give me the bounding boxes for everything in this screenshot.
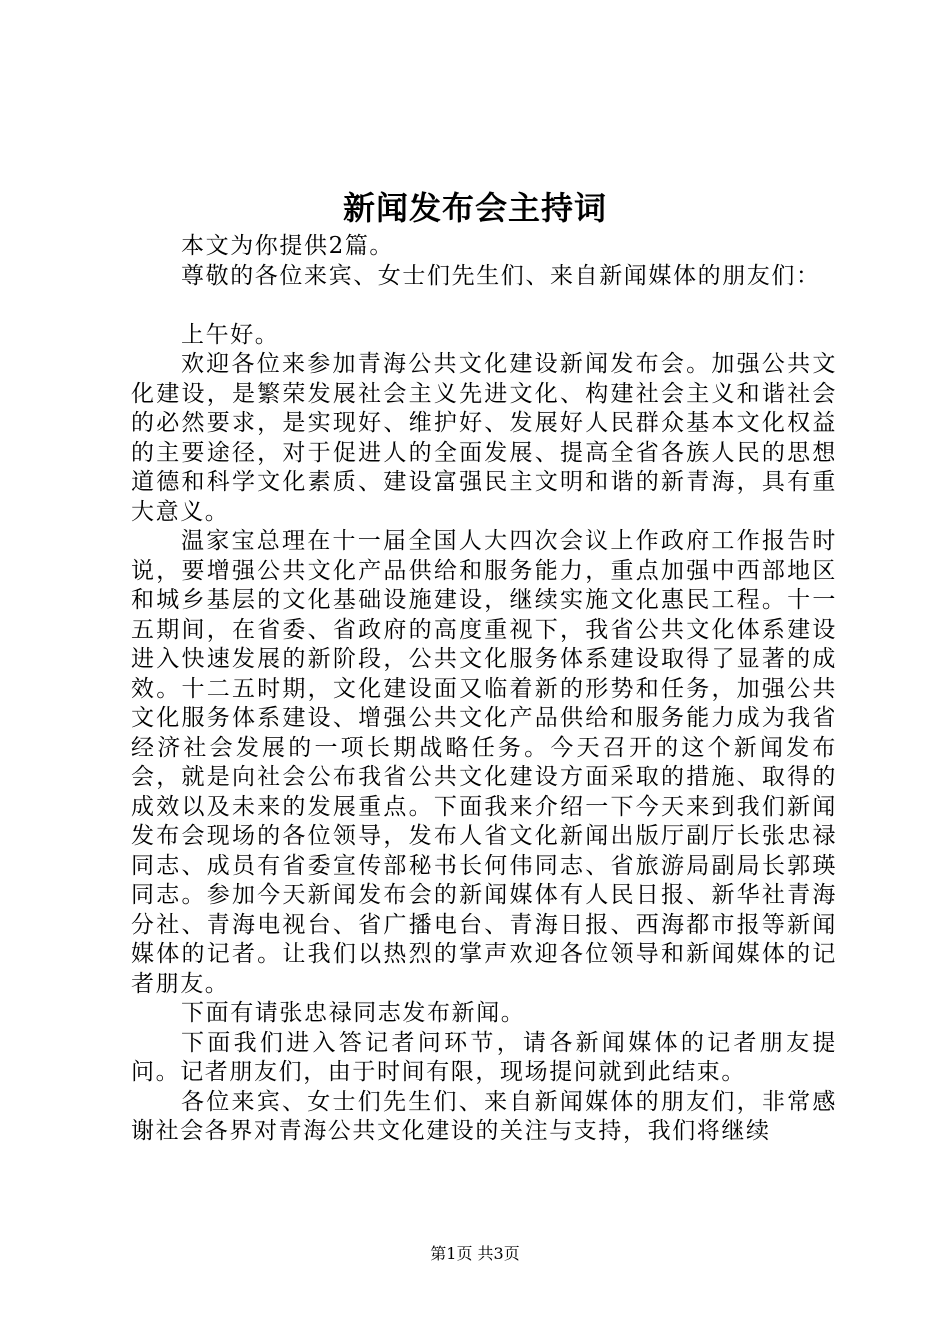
paragraph-qa: 下面我们进入答记者问环节，请各新闻媒体的记者朋友提问。记者朋友们，由于时间有限，现场提问就到此结束。 (131, 1029, 837, 1085)
paragraph-release: 下面有请张忠禄同志发布新闻。 (181, 1000, 526, 1026)
document-body (131, 232, 837, 1147)
paragraph-welcome: 欢迎各位来参加青海公共文化建设新闻发布会。加强公共文化建设，是繁荣发展社会主义先进文化、构建社会主义和谐社会的必然要求，是实现好、维护好、发展好人民群众基本文化权益的主要途径，对于促进人的全面发展、提高全省各族人民的思想道德和科学文化素质、建设富强民主文明和谐的新青海，具有重大意义。 (131, 351, 837, 525)
paragraph-greeting: 尊敬的各位来宾、女士们先生们、来自新闻媒体的朋友们： (181, 262, 821, 289)
paragraph-closing: 各位来宾、女士们先生们、来自新闻媒体的朋友们，非常感谢社会各界对青海公共文化建设的关注与支持，我们将继续 (131, 1088, 837, 1144)
paragraph-report: 温家宝总理在十一届全国人大四次会议上作政府工作报告时说，要增强公共文化产品供给和服务能力，重点加强中西部地区和城乡基层的文化基础设施建设，继续实施文化惠民工程。十一五期间，在省委、省政府的高度重视下，我省公共文化体系建设进入快速发展的新阶段，公共文化服务体系建设取得了显著的成效。十二五时期，文化建设面又临着新的形势和任务，加强公共文化服务体系建设、增强公共文化产品供给和服务能力成为我省经济社会发展的一项长期战略任务。今天召开的这个新闻发布会，就是向社会公布我省公共文化建设方面采取的措施、取得的成效以及未来的发展重点。下面我来介绍一下今天来到我们新闻发布会现场的各位领导，发布人省文化新闻出版厅副厅长张忠禄同志、成员有省委宣传部秘书长何伟同志、省旅游局副局长郭瑛同志。参加今天新闻发布会的新闻媒体有人民日报、新华社青海分社、青海电视台、省广播电台、青海日报、西海都市报等新闻媒体的记者。让我们以热烈的掌声欢迎各位领导和新闻媒体的记者朋友。 (131, 528, 837, 997)
document-title: 新闻发布会主持词 (342, 189, 607, 227)
paragraph-good-morning: 上午好。 (181, 321, 280, 348)
page-number: 第1页 共3页 (430, 1244, 520, 1263)
paragraph-intro: 本文为你提供2篇。 (181, 233, 395, 259)
